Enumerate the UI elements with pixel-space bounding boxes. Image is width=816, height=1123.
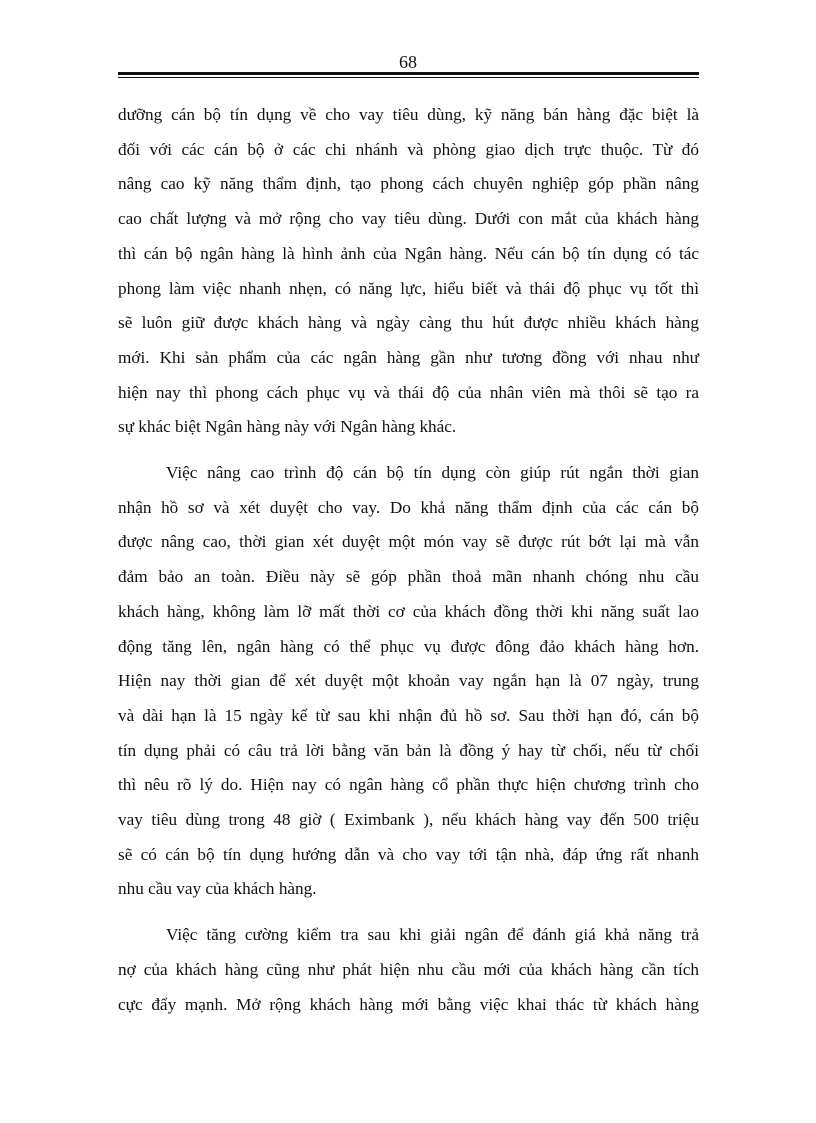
text-line: Việc nâng cao trình độ cán bộ tín dụng còn giúp rút ngắn thời gian (166, 463, 699, 483)
body-text (118, 98, 699, 1022)
text-line: đảm bảo an toàn. Điều này sẽ góp phần thoả mãn nhanh chóng nhu cầu (118, 567, 699, 587)
header-rule-thin (118, 77, 699, 78)
text-line: động tăng lên, ngân hàng có thể phục vụ được đông đảo khách hàng hơn. (118, 636, 699, 656)
text-line: vay tiêu dùng trong 48 giờ ( Eximbank ), nếu khách hàng vay đến 500 triệu (118, 810, 699, 830)
text-line: cao chất lượng và mở rộng cho vay tiêu dùng. Dưới con mắt của khách hàng (118, 209, 699, 229)
text-line: sẽ có cán bộ tín dụng hướng dẫn và cho vay tới tận nhà, đáp ứng rất nhanh (118, 844, 699, 864)
text-line: phong làm việc nhanh nhẹn, có năng lực, hiểu biết và thái độ phục vụ tốt thì (118, 278, 699, 298)
text-line: được nâng cao, thời gian xét duyệt một món vay sẽ được rút bớt lại mà vẫn (118, 532, 699, 552)
text-line: hiện nay thì phong cách phục vụ và thái độ của nhân viên mà thôi sẽ tạo ra (118, 382, 699, 402)
paragraph-3 (118, 918, 699, 1022)
text-line: nhận hồ sơ và xét duyệt cho vay. Do khả năng thẩm định của các cán bộ (118, 497, 699, 517)
text-line: và dài hạn là 15 ngày kể từ sau khi nhận đủ hồ sơ. Sau thời hạn đó, cán bộ (118, 705, 699, 725)
text-line: dưỡng cán bộ tín dụng về cho vay tiêu dùng, kỹ năng bán hàng đặc biệt là (118, 105, 699, 124)
text-line: nợ của khách hàng cũng như phát hiện nhu cầu mới của khách hàng cần tích (118, 959, 699, 979)
text-line: nâng cao kỹ năng thẩm định, tạo phong cách chuyên nghiệp góp phần nâng (118, 174, 699, 194)
text-line: nhu cầu vay của khách hàng. (118, 879, 317, 899)
text-line: khách hàng, không làm lỡ mất thời cơ của khách đồng thời khi năng suất lao (118, 601, 699, 621)
text-line: cực đẩy mạnh. Mở rộng khách hàng mới bằng việc khai thác từ khách hàng (118, 994, 699, 1014)
text-line: đối với các cán bộ ở các chi nhánh và phòng giao dịch trực thuộc. Từ đó (118, 139, 699, 159)
header-rule (118, 72, 699, 75)
text-line: sự khác biệt Ngân hàng này với Ngân hàng khác. (118, 417, 457, 437)
paragraph-1 (118, 98, 699, 445)
text-line: thì nêu rõ lý do. Hiện nay có ngân hàng cổ phần thực hiện chương trình cho (118, 775, 699, 795)
text-line: Hiện nay thời gian để xét duyệt một khoản vay ngắn hạn là 07 ngày, trung (118, 671, 699, 691)
text-line: tín dụng phải có câu trả lời bằng văn bản là đồng ý hay từ chối, nếu từ chối (118, 740, 699, 760)
text-line: sẽ luôn giữ được khách hàng và ngày càng thu hút được nhiều khách hàng (118, 313, 699, 333)
page-number: 68 (399, 52, 417, 72)
text-line: Việc tăng cường kiểm tra sau khi giải ngân để đánh giá khả năng trả (166, 925, 699, 945)
paragraph-2 (118, 456, 699, 907)
text-line: mới. Khi sản phẩm của các ngân hàng gần như tương đồng với nhau như (118, 347, 699, 367)
text-line: thì cán bộ ngân hàng là hình ảnh của Ngân hàng. Nếu cán bộ tín dụng có tác (118, 243, 699, 263)
